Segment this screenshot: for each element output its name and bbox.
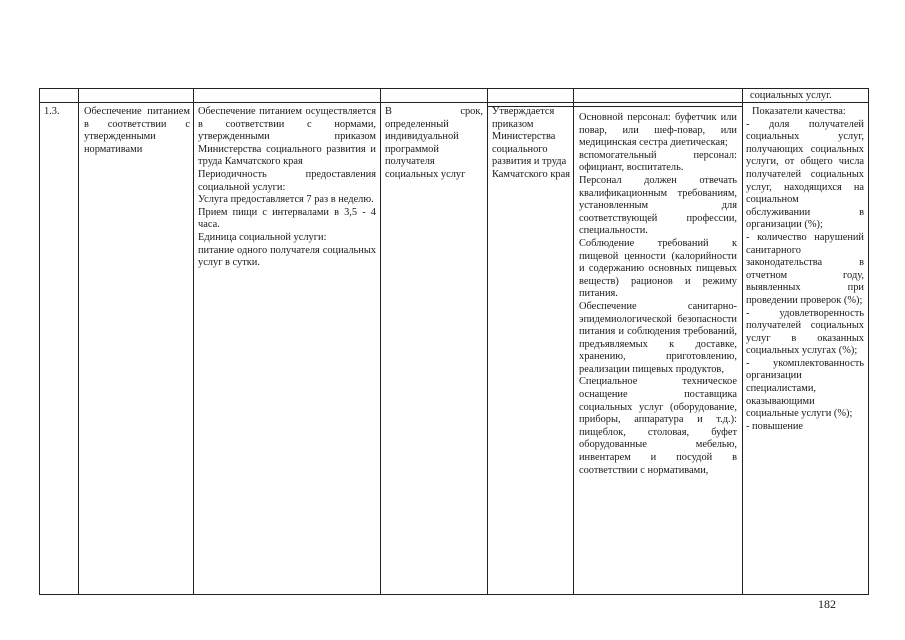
content-paragraph: Услуга предоставляется 7 раз в неделю. <box>198 194 374 206</box>
content-paragraph: питание одного получателя социальных услуг в сутки. <box>198 244 376 269</box>
indicators-item: - количество нарушений санитарного законодательства в отчетном году, выявленных при проведении проверок (%); <box>746 231 864 306</box>
content-paragraph: Периодичность предоставления социальной услуги: <box>198 168 376 193</box>
row-number: 1.3. <box>44 106 60 117</box>
column-divider <box>78 89 79 594</box>
indicators-heading: Показатели качества: <box>752 106 846 117</box>
conditions-paragraph: Основной персонал: буфетчик или повар, или шеф-повар, или медицинская сестра диетическая; <box>579 112 737 149</box>
approval-text: Утверждается приказом Министерства социального развития и труда Камчатского края <box>492 106 570 180</box>
content-paragraph: Прием пищи с интервалами в 3,5 - 4 часа. <box>198 206 376 231</box>
continuation-text: социальных услуг. <box>750 90 832 101</box>
content-paragraph: Обеспечение питанием осуществляется в соответствии с нормами, утвержденными приказом Министерства социального развития и труда Камчатского края <box>198 106 376 168</box>
indicators-item: - укомплектованность организации специалистами, оказывающими социальные услуги (%); <box>746 357 864 420</box>
conditions-paragraph: вспомогательный персонал: официант, воспитатель. <box>579 149 737 174</box>
indicators-item: - доля получателей социальных услуг, получающих социальных услуги, от общего числа получателей социальных услуг, находящихся на социальном обслуживании в организации (%); <box>746 118 864 231</box>
column-divider <box>487 89 488 594</box>
conditions-paragraph: Соблюдение требований к пищевой ценности (калорийности и содержанию основных пищевых веществ) рационов и режиму питания. <box>579 237 737 300</box>
service-term: В срок, определенный индивидуальной программой получателя социальных услуг <box>385 106 483 180</box>
content-paragraph: Единица социальной услуги: <box>198 231 327 243</box>
conditions-paragraph: Персонал должен отвечать квалификационным требованиям, установленным для соответствующей профессии, специальности. <box>579 174 737 237</box>
column-divider <box>380 89 381 594</box>
quality-indicators <box>746 106 864 433</box>
service-name: Обеспечение питанием в соответствии с утвержденными нормативами <box>84 106 190 155</box>
column-divider <box>193 89 194 594</box>
page-number: 182 <box>818 597 836 611</box>
conditions-paragraph: Специальное техническое оснащение поставщика социальных услуг (оборудование, приборы, аппаратура и т.д.): пищеблок, столовая, буфет оборудованные мебелью, инвентарем и посудой в соответствии с нормативами, <box>579 376 737 476</box>
column-divider <box>573 89 574 594</box>
conditions-paragraph: Обеспечение санитарно-эпидемиологической безопасности питания и соблюдения требований, предъявляемых к доставке, хранению, приготовлению, реализации пищевых продуктов, <box>579 300 737 375</box>
indicators-item: - удовлетворенность получателей социальных услуг в оказанных социальных услугах (%); <box>746 307 864 357</box>
services-table <box>39 88 869 595</box>
indicators-item: - повышение <box>746 420 804 432</box>
service-content <box>198 106 376 270</box>
column-divider <box>742 89 743 594</box>
service-conditions <box>579 112 737 477</box>
